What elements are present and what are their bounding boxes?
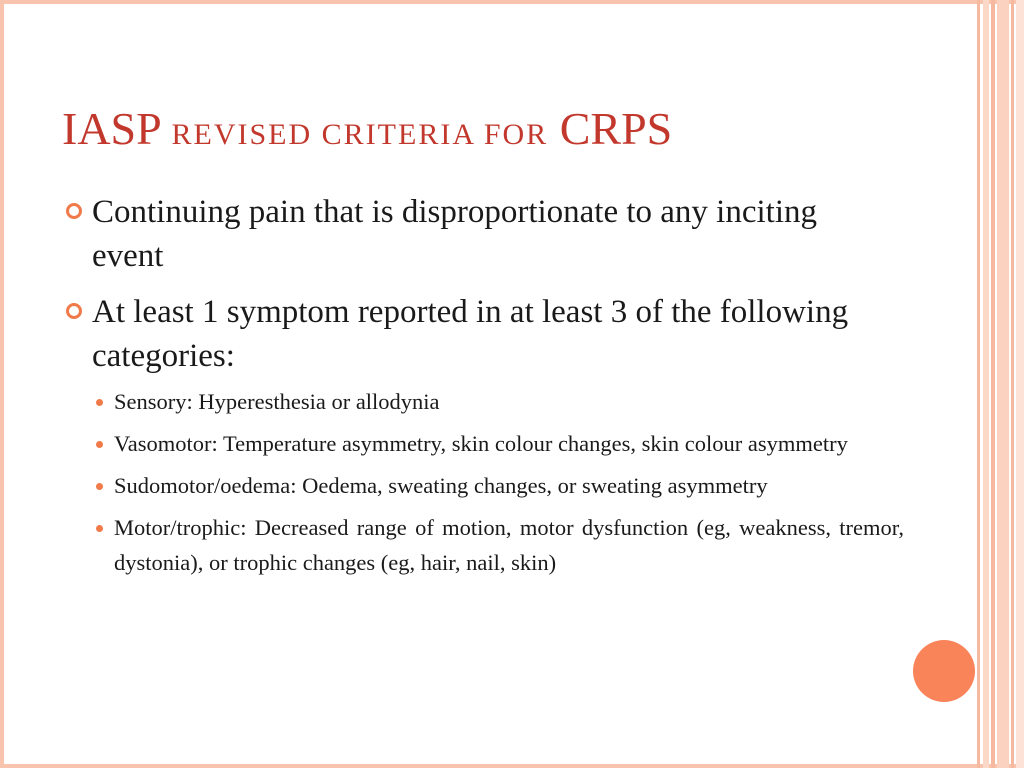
- dot-bullet-icon: [96, 483, 103, 490]
- main-bullet-text: Continuing pain that is disproportionate to any inciting event: [92, 194, 818, 274]
- main-bullet-list: [62, 190, 904, 580]
- right-decorative-stripe: [983, 0, 989, 768]
- sub-bullet-item: [92, 426, 904, 461]
- title-crps: CRPS: [559, 103, 673, 154]
- dot-bullet-icon: [96, 399, 103, 406]
- sub-bullet-item: [92, 510, 904, 580]
- sub-bullet-text: Sensory: Hyperesthesia or allodynia: [114, 389, 440, 414]
- sub-bullet-list: [92, 384, 904, 580]
- left-border: [0, 0, 4, 768]
- dot-bullet-icon: [96, 441, 103, 448]
- title-small-caps: REVISED CRITERIA FOR: [171, 118, 549, 151]
- slide-content: [62, 190, 904, 592]
- bottom-border: [0, 764, 1024, 768]
- sub-bullet-text: Motor/trophic: Decreased range of motion, motor dysfunction (eg, weakness, tremor, dystonia), or trophic changes (eg, hair, nail, skin): [114, 515, 904, 575]
- sub-bullet-text: Vasomotor: Temperature asymmetry, skin colour changes, skin colour asymmetry: [114, 431, 848, 456]
- right-decorative-stripe: [997, 0, 1009, 768]
- dot-bullet-icon: [96, 525, 103, 532]
- title-acronym: IASP: [62, 103, 160, 154]
- main-bullet-text: At least 1 symptom reported in at least 3 of the following categories:: [92, 294, 849, 374]
- right-decorative-stripe: [1011, 0, 1014, 768]
- orange-circle-icon: [913, 640, 975, 702]
- main-bullet-item: [62, 190, 882, 278]
- right-decorative-stripe: [991, 0, 995, 768]
- right-decorative-stripe: [977, 0, 980, 768]
- ring-bullet-icon: [66, 303, 82, 319]
- right-decorative-stripe: [1016, 0, 1024, 768]
- sub-bullet-text: Sudomotor/oedema: Oedema, sweating changes, or sweating asymmetry: [114, 473, 768, 498]
- sub-bullet-item: [92, 384, 904, 419]
- ring-bullet-icon: [66, 203, 82, 219]
- slide-title: [62, 104, 672, 155]
- top-border: [0, 0, 1024, 4]
- main-bullet-item: [62, 290, 904, 580]
- sub-bullet-item: [92, 468, 904, 503]
